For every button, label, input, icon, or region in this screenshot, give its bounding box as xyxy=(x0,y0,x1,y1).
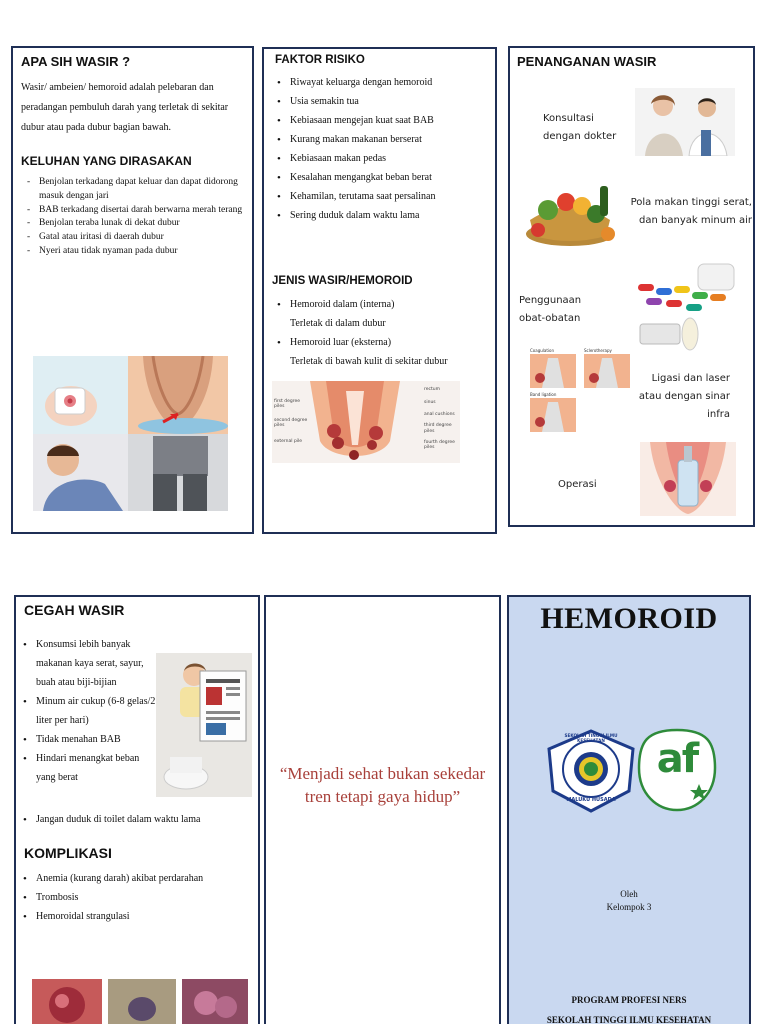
child-toilet-photo xyxy=(156,653,252,797)
type-desc: Terletak di bawah kulit di sekitar dubur xyxy=(290,356,448,367)
program-name: PROGRAM PROFESI NERS xyxy=(571,995,687,1005)
section-title-apa-sih-wasir: APA SIH WASIR ? xyxy=(21,54,131,69)
panel-quote xyxy=(264,595,501,1024)
treatment-surgery: Operasi xyxy=(558,479,597,490)
types-list xyxy=(274,295,496,371)
list-item: - Nyeri atau tidak nyaman pada dubur xyxy=(27,245,178,256)
section-title-jenis-wasir: JENIS WASIR/HEMOROID xyxy=(272,275,413,287)
list-item: • Hemoroidal strangulasi xyxy=(20,907,256,926)
section-title-faktor-risiko: FAKTOR RISIKO xyxy=(275,54,365,66)
logo-text-top: SEKOLAH TINGGI ILMU KESEHATAN xyxy=(564,733,618,743)
panel-cover xyxy=(507,595,751,1024)
logo-af xyxy=(637,728,717,812)
list-item: • Riwayat keluarga dengan hemoroid xyxy=(274,73,494,92)
list-item: • Tidak menahan BAB xyxy=(20,730,158,749)
list-item: • Kebiasaan makan pedas xyxy=(274,149,494,168)
surgery-illustration xyxy=(640,442,736,516)
diagram-label-right: rectum sinus anal cushions third degree piles fourth degree piles xyxy=(424,387,455,451)
complication-photo-1 xyxy=(32,979,102,1024)
treatment-consult: Konsultasi dengan dokter xyxy=(543,113,617,142)
healthy-food-photo xyxy=(520,174,620,248)
logo-stikes xyxy=(545,729,637,813)
hemorrhoid-anatomy-diagram xyxy=(272,381,460,463)
list-item: • Hindari menangkat beban yang berat xyxy=(20,749,158,787)
procedure-label: Coagulation xyxy=(530,348,554,353)
motto-quote: “Menjadi sehat bukan sekedar tren tetapi gaya hidup” xyxy=(279,764,486,806)
list-item: • Usia semakin tua xyxy=(274,92,494,111)
panel-faktor-risiko xyxy=(262,47,497,534)
by-label: Oleh xyxy=(620,889,638,899)
list-item xyxy=(274,295,496,333)
list-item: • Kurang makan makanan berserat xyxy=(274,130,494,149)
panel-apa-sih-wasir xyxy=(11,46,254,534)
intro-text: Wasir/ ambeien/ hemoroid adalah pelebaran dan peradangan pembuluh darah yang terletak di sekitar dubur atau pada dubur bagian bawah. xyxy=(21,82,229,133)
complications-list xyxy=(20,869,256,926)
list-item: - Gatal atau iritasi di daerah dubur xyxy=(27,232,164,243)
section-title-penanganan: PENANGANAN WASIR xyxy=(517,54,657,69)
panel-cegah-wasir xyxy=(14,595,260,1024)
list-item: - Benjolan terkadang dapat keluar dan dapat didorong masuk dengan jari xyxy=(27,177,238,201)
list-item: • Minum air cukup (6-8 gelas/2 liter per hari) xyxy=(20,692,158,730)
list-item: • Sering duduk dalam waktu lama xyxy=(274,206,494,225)
logo-text-bottom: MALUKU HUSADA xyxy=(566,797,616,803)
list-item: • Kesalahan mengangkat beban berat xyxy=(274,168,494,187)
section-title-cegah: CEGAH WASIR xyxy=(24,602,125,618)
list-item xyxy=(274,333,496,371)
logo-af-text: af xyxy=(656,736,698,782)
list-item: - BAB terkadang disertai darah berwarna merah terang xyxy=(27,204,243,215)
list-item: - Benjolan teraba lunak di dekat dubur xyxy=(27,218,180,229)
type-name: • Hemoroid luar (eksterna) xyxy=(290,337,392,348)
list-item: • Jangan duduk di toilet dalam waktu lama xyxy=(20,810,256,829)
treatment-diet: Pola makan tinggi serat, dan banyak minum air xyxy=(630,197,752,226)
complication-photo-2 xyxy=(108,979,176,1024)
treatment-medicine: Penggunaan obat-obatan xyxy=(519,295,582,324)
diagram-label-left: first degree piles second degree piles external pile xyxy=(274,399,308,444)
group-name: Kelompok 3 xyxy=(606,902,652,912)
list-item: • Kehamilan, terutama saat persalinan xyxy=(274,187,494,206)
procedure-label: Band ligation xyxy=(530,392,557,397)
doctor-consult-photo xyxy=(635,88,735,156)
section-title-komplikasi: KOMPLIKASI xyxy=(24,845,112,861)
page-title: HEMOROID xyxy=(540,602,718,635)
section-title-keluhan: KELUHAN YANG DIRASAKAN xyxy=(21,154,192,168)
procedure-label: Sclerotherapy xyxy=(584,348,612,353)
list-item: • Anemia (kurang darah) akibat perdarahan xyxy=(20,869,256,888)
prevention-list xyxy=(20,635,158,787)
symptom-illustration xyxy=(33,356,228,511)
type-name: • Hemoroid dalam (interna) xyxy=(290,299,395,310)
type-desc: Terletak di dalam dubur xyxy=(290,318,386,329)
list-item: • Trombosis xyxy=(20,888,256,907)
school-name: SEKOLAH TINGGI ILMU KESEHATAN xyxy=(546,1015,712,1024)
complication-photo-3 xyxy=(182,979,248,1024)
complaints-list xyxy=(19,176,251,259)
treatment-ligation: Ligasi dan laser atau dengan sinar infra xyxy=(638,373,730,420)
panel-penanganan-wasir xyxy=(508,46,755,527)
list-item: • Konsumsi lebih banyak makanan kaya serat, sayur, buah atau biji-bijian xyxy=(20,635,158,692)
list-item: • Kebiasaan mengejan kuat saat BAB xyxy=(274,111,494,130)
procedure-diagrams xyxy=(530,348,632,436)
risk-list xyxy=(274,73,494,225)
medicine-pills-photo xyxy=(634,262,738,358)
prevention-list-extra xyxy=(20,810,256,829)
